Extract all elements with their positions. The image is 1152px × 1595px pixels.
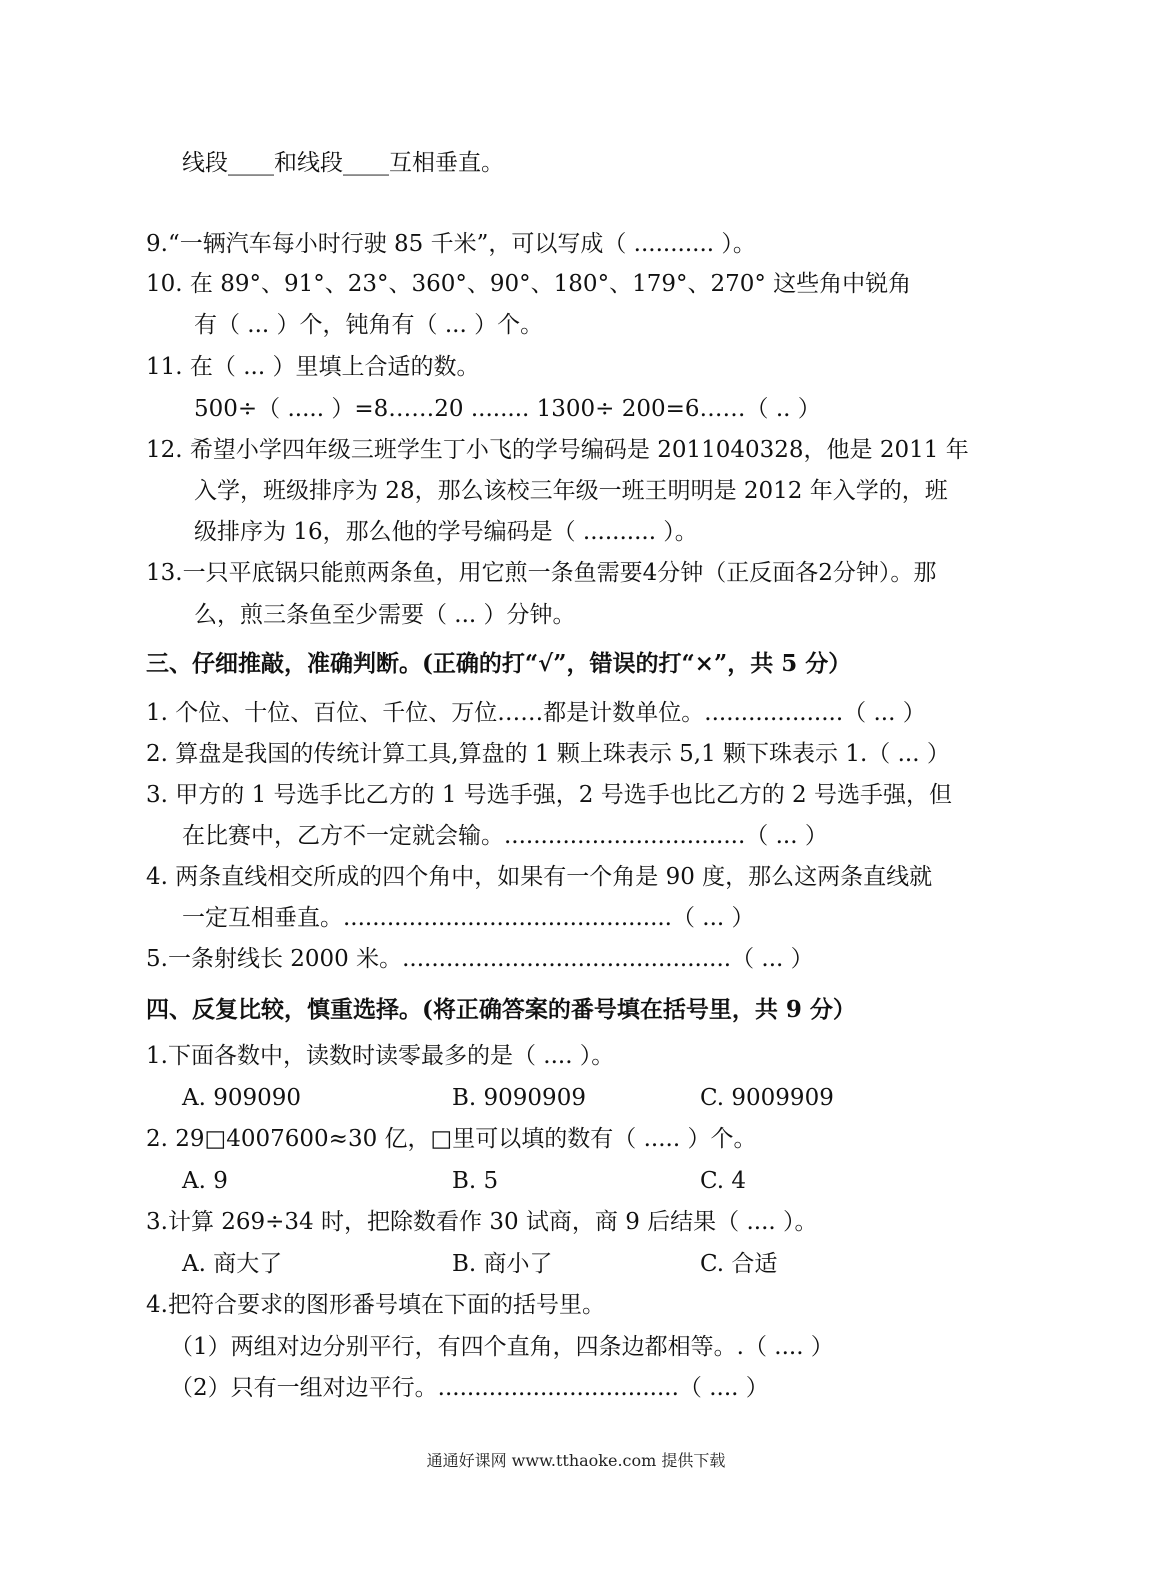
judge-1: 1. 个位、十位、百位、千位、万位……都是计数单位。...................（ ... ） [146, 700, 926, 726]
choice-4-item-2: （2）只有一组对边平行。.................................（ .... ） [170, 1375, 769, 1401]
choice-4: 4.把符合要求的图形番号填在下面的括号里。 [146, 1292, 605, 1318]
section3-heading: 三、仔细推敲，准确判断。(正确的打“√”，错误的打“×”，共 5 分） [146, 650, 852, 677]
q9: 9.“一辆汽车每小时行驶 85 千米”，可以写成（ ........... ）。 [146, 231, 756, 257]
section4-heading: 四、反复比较，慎重选择。(将正确答案的番号填在括号里，共 9 分） [146, 996, 856, 1023]
q12-line2: 入学，班级排序为 28，那么该校三年级一班王明明是 2012 年入学的，班 [194, 478, 948, 504]
judge-2: 2. 算盘是我国的传统计算工具,算盘的 1 颗上珠表示 5,1 颗下珠表示 1.（ ... ） [146, 741, 950, 767]
q10-line2: 有（ ... ）个，钝角有（ ... ）个。 [194, 312, 544, 338]
choice-1-option-a: A. 909090 [182, 1085, 302, 1111]
choice-2-option-b: B. 5 [452, 1168, 499, 1194]
q13-line1: 13.一只平底锅只能煎两条鱼，用它煎一条鱼需要4分钟（正反面各2分钟）。那 [146, 560, 937, 586]
q8-continuation: 线段____和线段____互相垂直。 [182, 150, 504, 176]
choice-3-option-b: B. 商小了 [452, 1251, 553, 1277]
choice-1: 1.下面各数中，读数时读零最多的是（ .... ）。 [146, 1043, 615, 1069]
judge-4-line1: 4. 两条直线相交所成的四个角中，如果有一个角是 90 度，那么这两条直线就 [146, 864, 933, 890]
choice-3: 3.计算 269÷34 时，把除数看作 30 试商，商 9 后结果（ .... ）。 [146, 1209, 818, 1235]
q11-line2: 500÷（ ..... ）=8……20 ........ 1300÷ 200=6……（ .. ） [194, 396, 821, 422]
judge-5: 5.一条射线长 2000 米。.............................................（ ... ） [146, 946, 814, 972]
choice-4-item-1: （1）两组对边分别平行，有四个直角，四条边都相等。.（ .... ） [170, 1334, 834, 1360]
q11-line1: 11. 在（ ... ）里填上合适的数。 [146, 354, 480, 380]
q10-line1: 10. 在 89°、91°、23°、360°、90°、180°、179°、270° 这些角中锐角 [146, 271, 912, 297]
choice-3-option-c: C. 合适 [700, 1251, 778, 1277]
q12-line3: 级排序为 16，那么他的学号编码是（ .......... ）。 [194, 519, 698, 545]
q13-line2: 么，煎三条鱼至少需要（ ... ）分钟。 [194, 602, 576, 628]
choice-2-option-c: C. 4 [700, 1168, 747, 1194]
judge-3-line2: 在比赛中，乙方不一定就会输。.................................（ ... ） [182, 823, 828, 849]
judge-4-line2: 一定互相垂直。.............................................（ ... ） [182, 905, 755, 931]
choice-1-option-b: B. 9090909 [452, 1085, 586, 1111]
page-footer-source: 通通好课网 www.tthaoke.com 提供下载 [426, 1451, 726, 1470]
choice-1-option-c: C. 9009909 [700, 1085, 834, 1111]
choice-2: 2. 29□4007600≈30 亿，□里可以填的数有（ ..... ）个。 [146, 1126, 757, 1152]
choice-2-option-a: A. 9 [182, 1168, 228, 1194]
choice-3-option-a: A. 商大了 [182, 1251, 283, 1277]
judge-3-line1: 3. 甲方的 1 号选手比乙方的 1 号选手强，2 号选手也比乙方的 2 号选手强，但 [146, 782, 952, 808]
q12-line1: 12. 希望小学四年级三班学生丁小飞的学号编码是 2011040328，他是 2011 年 [146, 437, 969, 463]
